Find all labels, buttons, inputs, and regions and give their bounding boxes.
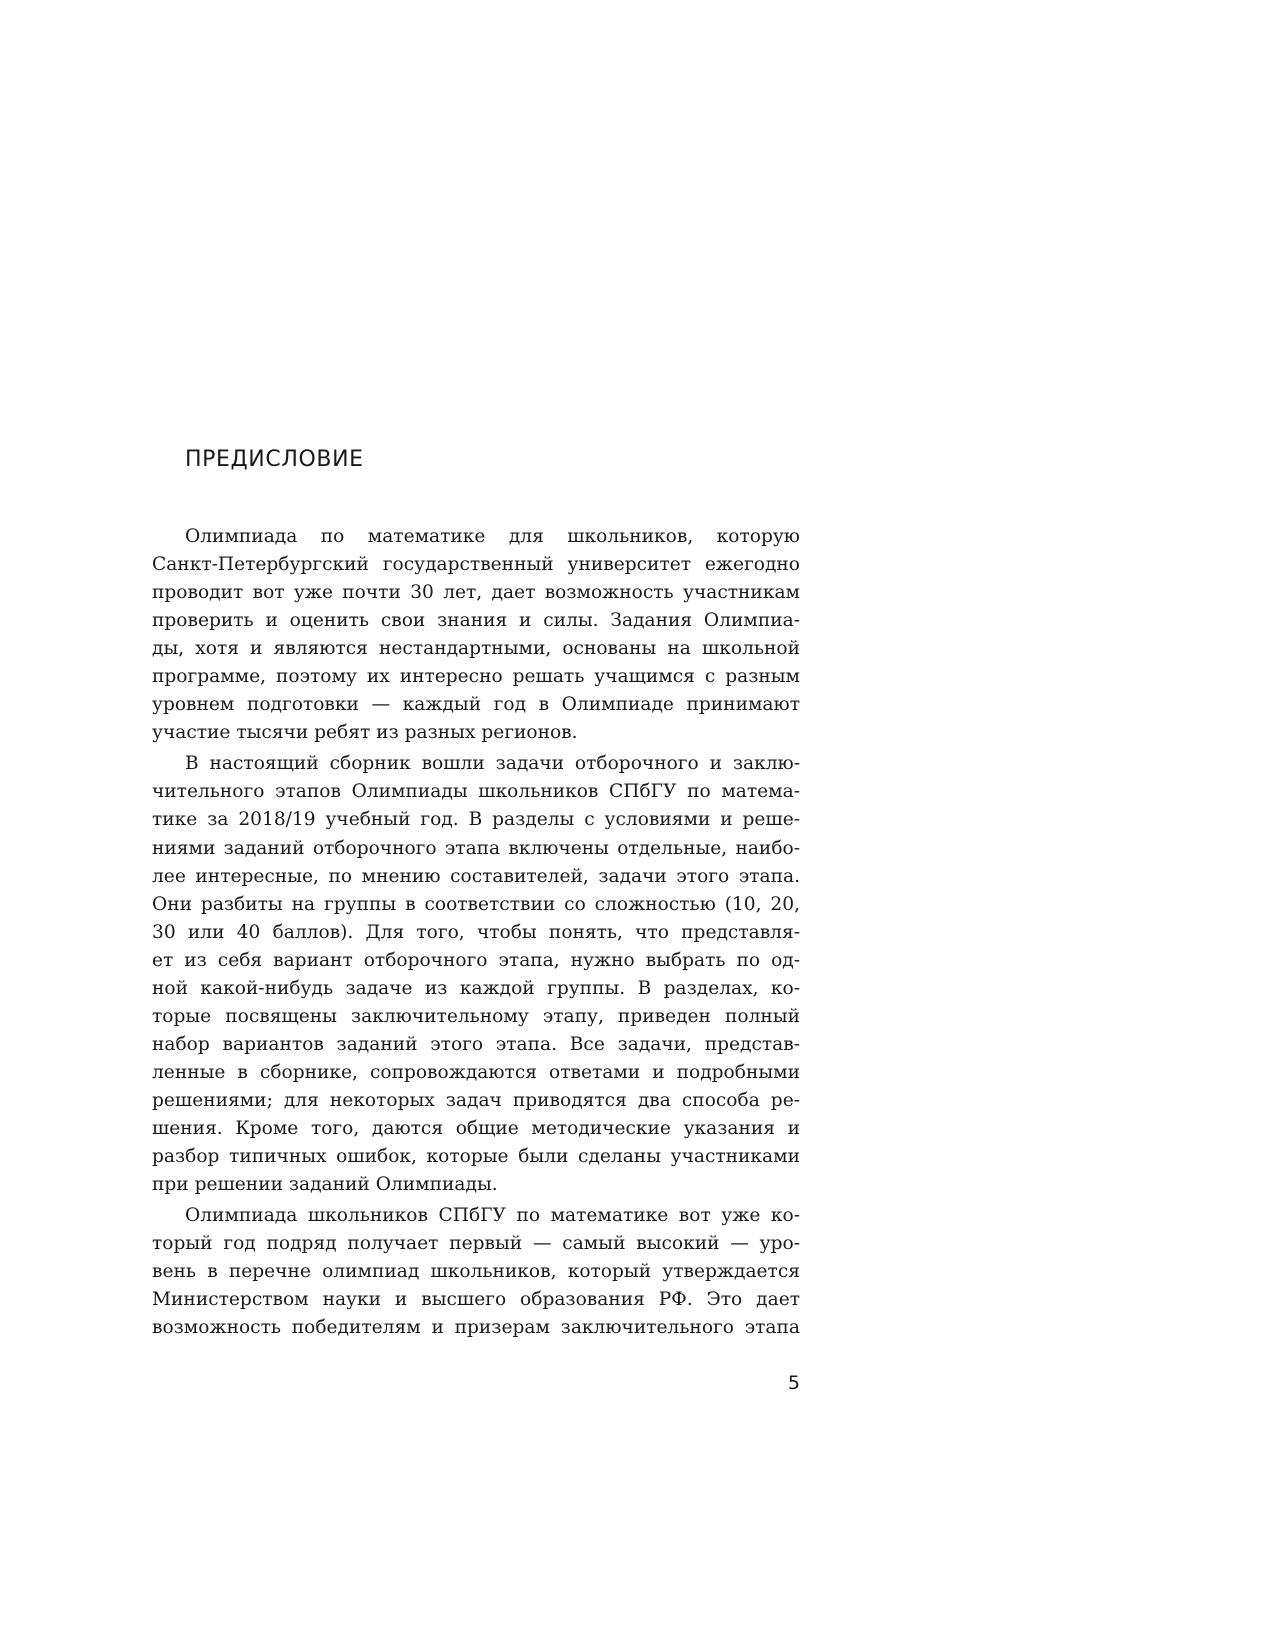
text-line: при решении заданий Олимпиады.	[152, 1174, 498, 1196]
text-line: В настоящий сборник вошли задачи отборочного и заклю-	[185, 753, 800, 775]
text-line: проверить и оценить свои знания и силы. Задания Олимпиа-	[152, 610, 800, 632]
text-line: Министерством науки и высшего образования РФ. Это дает	[152, 1289, 800, 1311]
text-line: торый год подряд получает первый — самый высокий — уро-	[152, 1233, 800, 1255]
text-line: торые посвящены заключительному этапу, приведен полный	[152, 1005, 800, 1027]
text-line: шения. Кроме того, даются общие методические указания и	[152, 1117, 800, 1139]
text-line: вень в перечне олимпиад школьников, который утверждается	[152, 1261, 800, 1283]
text-line: решениями; для некоторых задач приводятся два способа ре-	[152, 1089, 800, 1111]
text-line: 30 или 40 баллов). Для того, чтобы понять, что представля-	[152, 921, 800, 943]
text-line: Они разбиты на группы в соответствии со сложностью (10, 20,	[152, 893, 800, 915]
page-number: 5	[787, 1372, 800, 1394]
paragraph	[152, 523, 800, 747]
paragraph	[152, 750, 800, 1199]
text-line: ды, хотя и являются нестандартными, основаны на школьной	[152, 638, 800, 660]
text-line: лее интересные, по мнению составителей, задачи этого этапа.	[152, 865, 800, 887]
body-text	[152, 523, 800, 1342]
text-line: уровнем подготовки — каждый год в Олимпиаде принимают	[152, 694, 800, 716]
text-line: разбор типичных ошибок, которые были сделаны участниками	[152, 1146, 800, 1168]
text-line: чительного этапов Олимпиады школьников СПбГУ по матема-	[152, 781, 800, 803]
text-line: ленные в сборнике, сопровождаются ответами и подробными	[152, 1061, 800, 1083]
text-line: ет из себя вариант отборочного этапа, нужно выбрать по од-	[152, 949, 800, 971]
text-line: ниями заданий отборочного этапа включены отдельные, наибо-	[152, 837, 800, 859]
paragraph	[152, 1202, 800, 1342]
text-line: тике за 2018/19 учебный год. В разделы с условиями и реше-	[152, 809, 800, 831]
chapter-title: ПРЕДИСЛОВИЕ	[185, 447, 364, 472]
text-line: проводит вот уже почти 30 лет, дает возможность участникам	[152, 582, 800, 604]
text-line: Олимпиада по математике для школьников, которую	[185, 526, 800, 547]
text-line: участие тысячи ребят из разных регионов.	[152, 722, 578, 744]
text-line: Санкт-Петербургский государственный университет ежегодно	[152, 554, 800, 576]
text-line: программе, поэтому их интересно решать учащимся с разным	[152, 666, 800, 688]
text-line: ной какой-нибудь задаче из каждой группы. В разделах, ко-	[152, 977, 800, 999]
text-line: возможность победителям и призерам заключительного этапа	[152, 1317, 800, 1339]
text-line: Олимпиада школьников СПбГУ по математике вот уже ко-	[185, 1205, 800, 1227]
book-page	[152, 0, 800, 1651]
text-line: набор вариантов заданий этого этапа. Все задачи, представ-	[152, 1033, 800, 1055]
